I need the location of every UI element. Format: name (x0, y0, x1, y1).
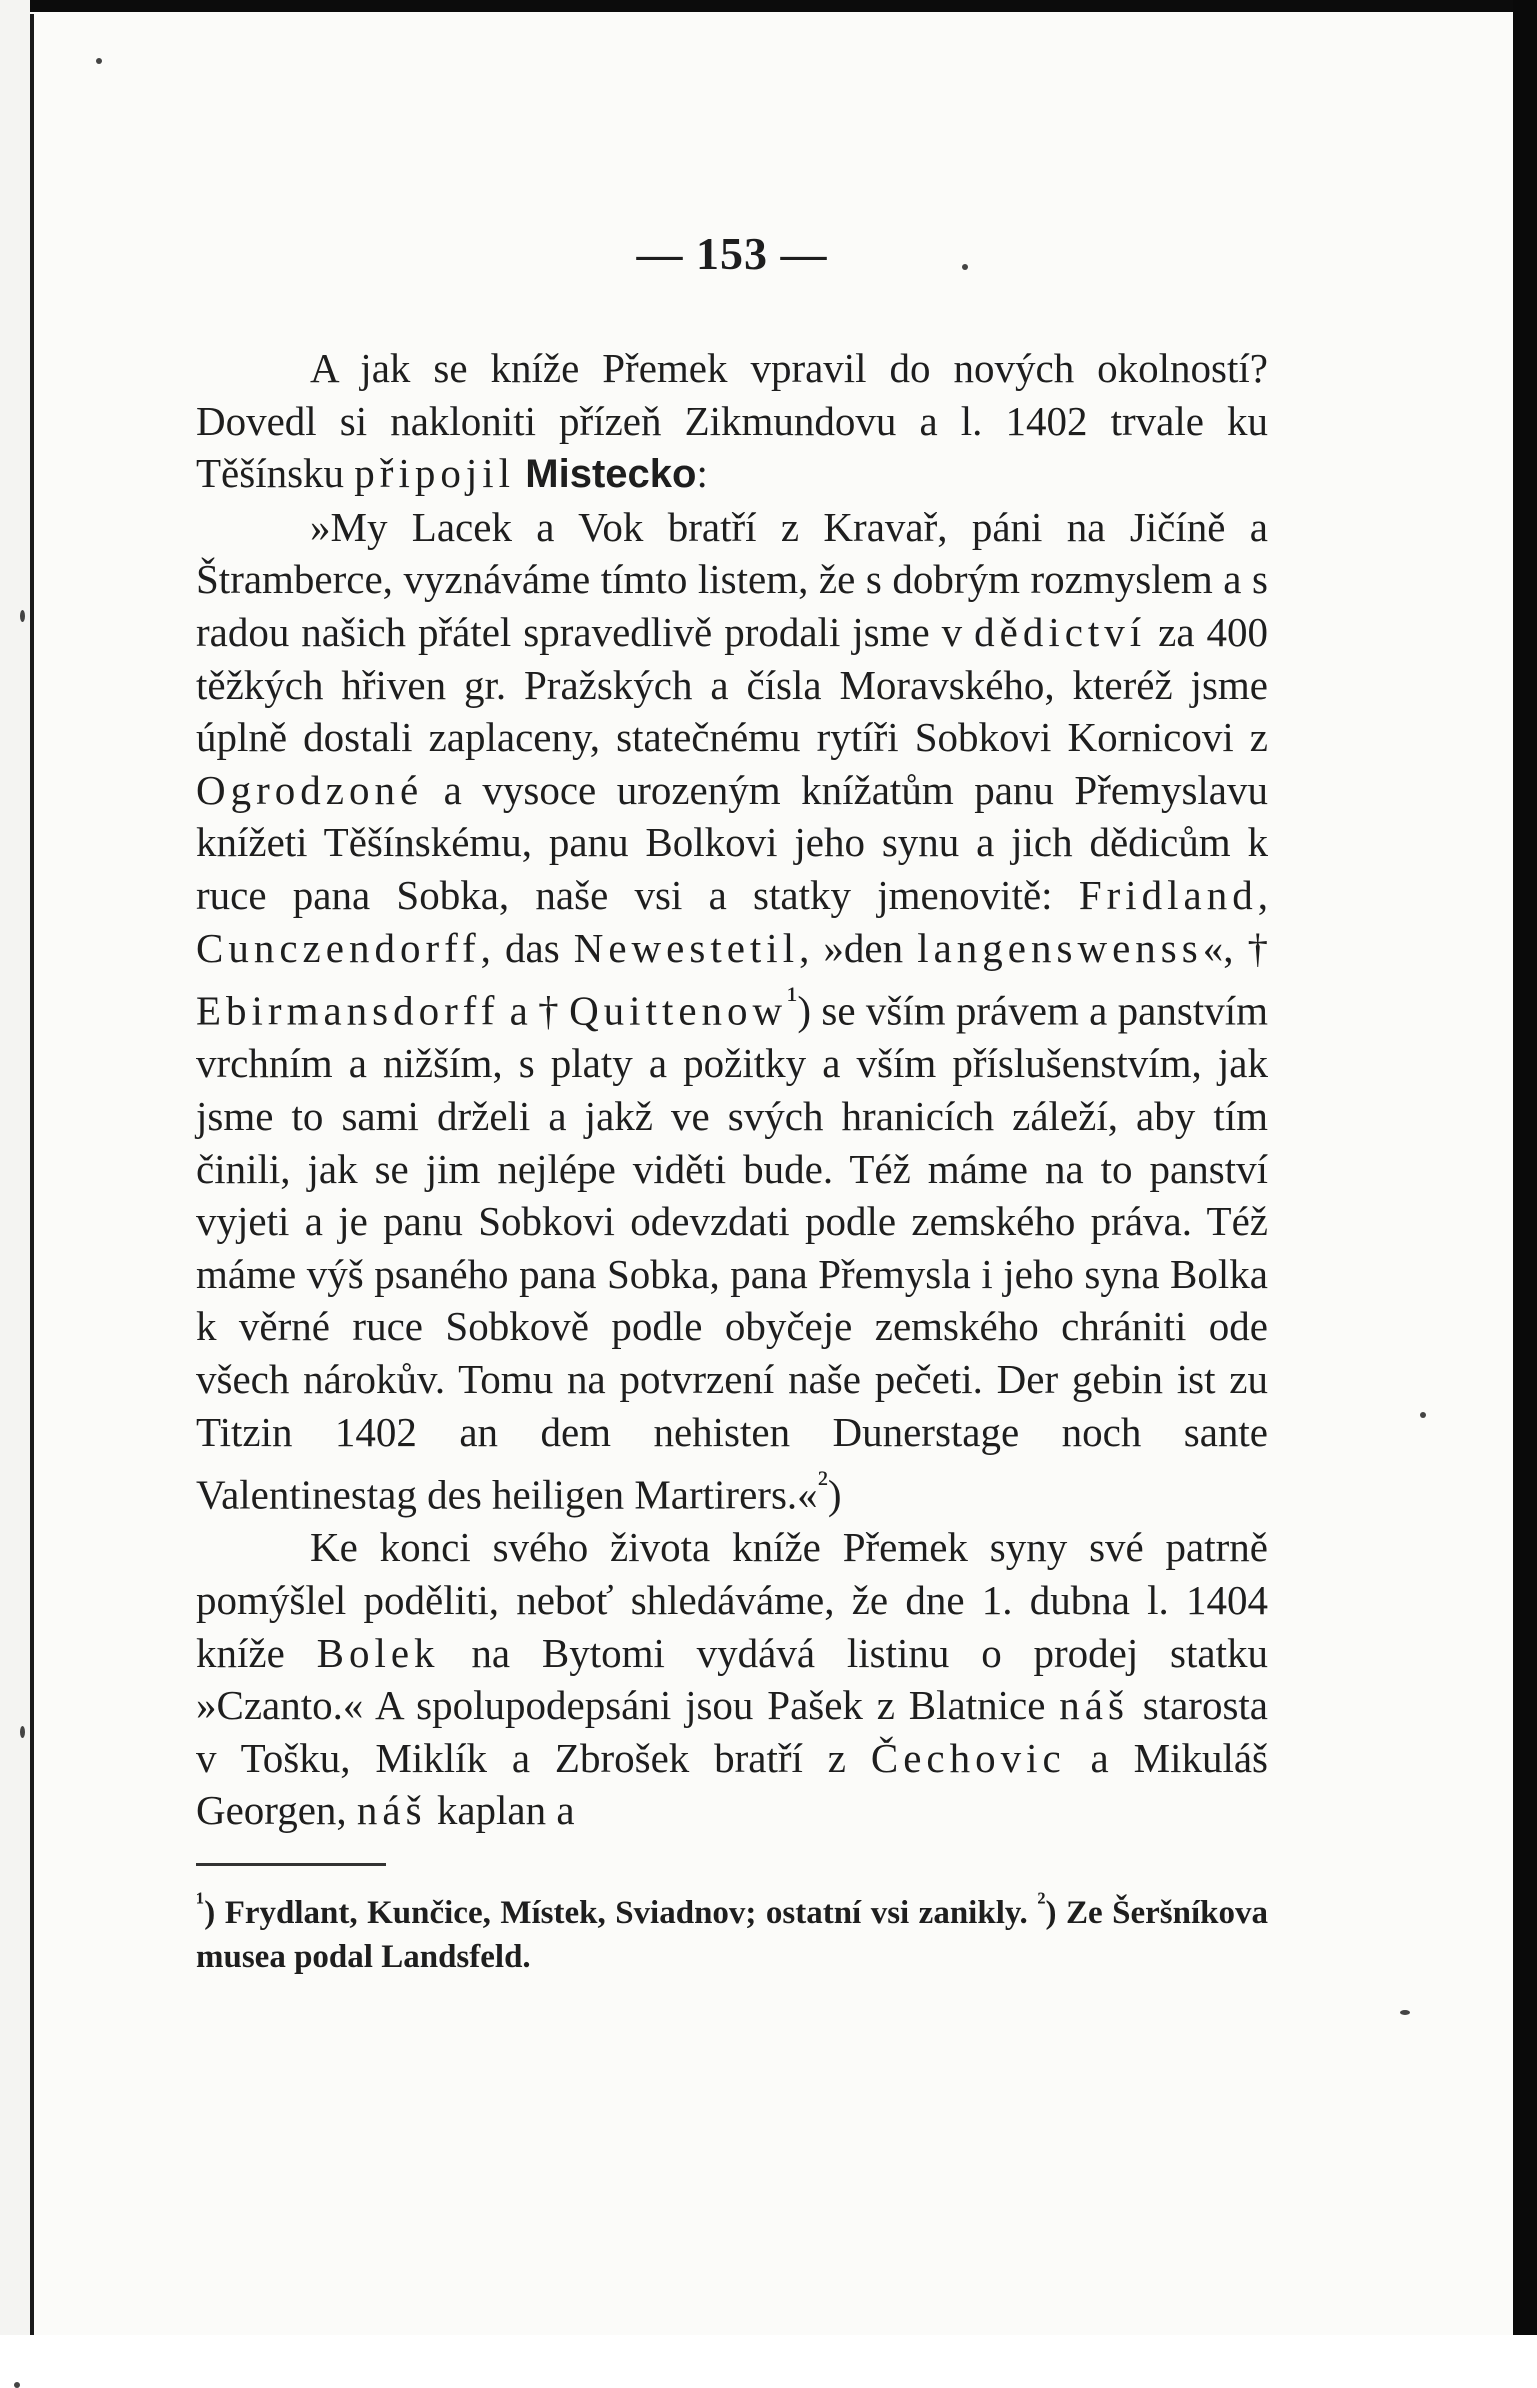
emphasized-word: náš (356, 1787, 427, 1834)
charter-text-10: ) (827, 1471, 842, 1518)
charter-text-1: »My Lacek a Vok bratří z Kravař, páni na Jičíně a Štramberce, vyznáváme tímto listem, že s dobrým rozmyslem a s radou našich přátel spravedlivě prodali jsme v (196, 503, 1268, 655)
text-block (196, 226, 1268, 1979)
charter-text-5: , das (480, 924, 574, 971)
later-text-1: Ke konci svého života kníže Přemek syny své patrně pomýšlel poděliti, neboť shledáváme, že dne 1. dubna l. 1404 kníže (196, 1524, 1268, 1676)
footnotes (196, 1880, 1268, 1979)
later-text-4: a Mikuláš Georgen, (196, 1734, 1268, 1834)
charter-text-3: a vysoce urozeným knížatům panu Přemyslavu knížeti Těšínskému, panu Bolkovi jeho synu a jich dědicům k ruce pana Sobka, naše vsi a statky jmenovitě: (196, 766, 1268, 918)
body-text (196, 342, 1268, 1837)
paragraph-intro (196, 342, 1268, 501)
charter-text-4: , (1257, 871, 1268, 918)
place-name: Cunczendorff (196, 924, 481, 971)
emphasized-word: Čechovic (870, 1734, 1066, 1781)
footnote-2: ) Ze Šeršníkova musea podal Landsfeld. (196, 1894, 1268, 1975)
footnote-1: ) Frydlant, Kunčice, Místek, Sviadnov; ostatní vsi zanikly. (204, 1894, 1038, 1931)
scan-speck (20, 1726, 25, 1738)
scan-speck (96, 58, 102, 64)
place-name: Fridland (1078, 871, 1258, 918)
charter-text-8: a † (499, 987, 570, 1034)
scan-border-right (1513, 0, 1537, 2335)
emphasized-word: náš (1059, 1682, 1129, 1729)
later-text-3: starosta v Tošku, Miklík a Zbrošek bratří z (196, 1682, 1268, 1781)
footnote-mark: ¹ (196, 1885, 205, 1917)
page-number: — 153 — (636, 228, 828, 279)
scan-border-top (0, 0, 1537, 12)
paragraph-charter (196, 501, 1268, 1522)
emphasized-word: dědictví (974, 608, 1147, 655)
intro-colon: : (696, 450, 708, 497)
intro-text: A jak se kníže Přemek vpravil do nových okolností? Dovedl si nakloniti přízeň Zikmundovu a l. 1402 trvale ku Těšínsku (196, 345, 1268, 497)
emphasized-word: Bolek (316, 1629, 440, 1676)
scan-speck (14, 2382, 20, 2388)
place-name: Ebirmansdorff (196, 987, 500, 1034)
later-text-5: kaplan a (426, 1787, 575, 1834)
footnote-divider (196, 1863, 386, 1866)
place-name: langenswenss (917, 924, 1203, 971)
emphasized-word: Ogrodzoné (196, 766, 424, 813)
charter-text-9: ) se vším právem a panstvím vrchním a nižším, s platy a požitky a vším příslušenstvím, jak jsme to sami drželi a jakž ve svých hranicích záleží, aby tím činili, jak se jim nejlépe viděti bude. Též máme na to panství vyjeti a je panu Sobkovi odevzdati podle zemského práva. Též máme výš psaného pana Sobka, pana Přemysla i jeho syna Bolka k věrné ruce Sobkově podle obyčeje zemského chrániti ode všech nárokův. Tomu na potvrzení naše pečeti. Der gebin ist zu Titzin 1402 an dem nehisten Dunerstage noch sante Valentinestag des heiligen Martirers.« (196, 987, 1269, 1518)
binding-edge-line (30, 14, 34, 2335)
footnote-reference: ² (817, 1465, 828, 1503)
scan-margin-left (0, 0, 30, 2335)
footnote-line (196, 1880, 1268, 1979)
footnote-reference: ¹ (787, 981, 798, 1019)
place-name: Quittenow (569, 987, 788, 1034)
charter-text-2: za 400 těžkých hřiven gr. Pražských a čísla Moravského, kteréž jsme úplně dostali zaplaceny, statečnému rytíři Sobkovi Kornicovi z (196, 608, 1268, 761)
footnote-mark: ² (1037, 1885, 1046, 1917)
place-name: Newestetil (573, 924, 800, 971)
later-text-2: na Bytomi vydává listinu o prodej statku »Czanto.« A spolupodepsáni jsou Pašek z Blatnice (196, 1629, 1268, 1729)
scan-speck (20, 610, 25, 622)
charter-text-6: , »den (799, 924, 918, 971)
paragraph-later (196, 1521, 1268, 1837)
scan-speck (1420, 1412, 1426, 1418)
emphasized-word: připojil (354, 450, 516, 497)
scan-speck (1400, 2010, 1410, 2015)
charter-text-7: «, † (1202, 924, 1269, 971)
heading-word-mistecko: Mistecko (525, 452, 697, 497)
